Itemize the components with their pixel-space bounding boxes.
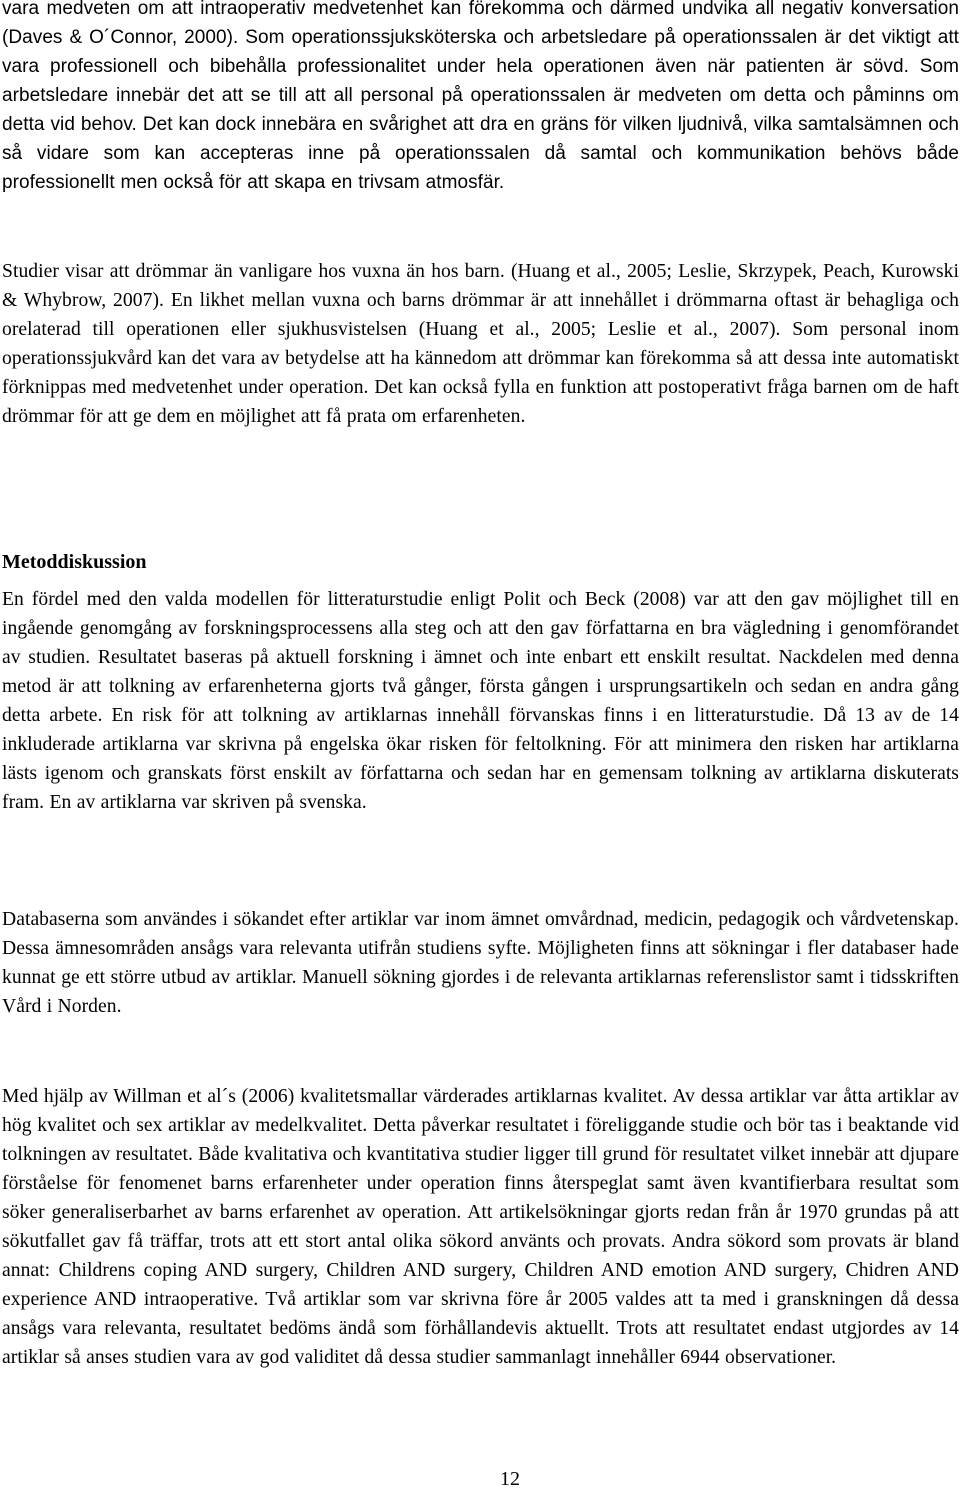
body-paragraph: Databaserna som användes i sökandet efter artiklar var inom ämnet omvårdnad, medicin, pedagogik och vårdvetenskap. Dessa ämnesområden ansågs vara relevanta utifrån studiens syfte. Möjligheten finns att sökningar i fler databaser hade kunnat ge ett större utbud av artiklar. Manuell sökning gjordes i de relevanta artiklarnas referenslistor samt i tidsskriften Vård i Norden. [2, 909, 959, 1017]
body-paragraph: En fördel med den valda modellen för litteraturstudie enligt Polit och Beck (2008) var att den gav möjlighet till en ingående genomgång av forskningsprocessens alla steg och att den gav författarna en bra vägledning i genomförandet av studien. Resultatet baseras på aktuell forskning i ämnet och inte enbart ett enskilt resultat. Nackdelen med denna metod är att tolkning av erfarenheterna gjorts två gånger, första gången i ursprungsartikeln och sedan en andra gång detta arbete. En risk för att tolkning av artiklarnas innehåll förvanskas finns i en litteraturstudie. Då 13 av de 14 inkluderade artiklarna var skrivna på engelska ökar risken för feltolkning. För att minimera den risken har artiklarna lästs igenom och granskats först enskilt av författarna och sedan har en gemensam tolkning av artiklarna diskuterats fram. En av artiklarna var skriven på svenska. [2, 589, 959, 813]
paragraph-method-model [2, 585, 959, 817]
body-paragraph: Med hjälp av Willman et al´s (2006) kvalitetsmallar värderades artiklarnas kvalitet. Av dessa artiklar var åtta artiklar av hög kvalitet och sex artiklar av medelkvalitet. Detta påverkar resultatet i föreliggande studie och bör tas i beaktande vid tolkningen av resultatet. Både kvalitativa och kvantitativa studier ligger till grund för resultatet vilket innebär att djupare förståelse för fenomenet barns erfarenheter under operation finns återspeglat samt även kvantifierbara resultat som söker generaliserbarhet av barns erfarenhet av operation. Att artikelsökningar gjorts redan från år 1970 grundas på att sökutfallet gav få träffar, trots att ett stort antal olika sökord använts och provats. Andra sökord som provats är bland annat: Childrens coping AND surgery, Children AND surgery, Children AND emotion AND surgery, Chidren AND experience AND intraoperative. Två artiklar som var skrivna före år 2005 valdes att ta med i granskningen då dessa ansågs vara relevanta, resultatet bedöms ändå som förhållandevis aktuellt. Trots att resultatet endast utgjordes av 14 artiklar så anses studien vara av god validitet då dessa studier sammanlagt innehåller 6944 observationer. [2, 1086, 959, 1368]
paragraph-dreams [2, 257, 959, 431]
body-paragraph: vara medveten om att intraoperativ medvetenhet kan förekomma och därmed undvika all negativ konversation (Daves & O´Connor, 2000). Som operationssjuksköterska och arbetsledare på operationssalen är det viktigt att vara professionell och bibehålla professionalitet under hela operationen även när patienten är sövd. Som arbetsledare innebär det att se till att all personal på operationssalen är medveten om detta och påminns om detta vid behov. Det kan dock innebära en svårighet att dra en gräns för vilken ljudnivå, vilka samtalsämnen och så vidare som kan accepteras inne på operationssalen då samtal och kommunikation behövs både professionellt men också för att skapa en trivsam atmosfär. [2, 0, 959, 193]
paragraph-databases [2, 905, 959, 1021]
paragraph-intraoperative-awareness [2, 0, 959, 197]
section-heading: Metoddiskussion [2, 551, 147, 573]
page-number: 12 [500, 1468, 520, 1490]
body-paragraph: Studier visar att drömmar än vanligare hos vuxna än hos barn. (Huang et al., 2005; Leslie, Skrzypek, Peach, Kurowski & Whybrow, 2007). En likhet mellan vuxna och barns drömmar är att innehållet i drömmarna oftast är behagliga och orelaterad till operationen eller sjukhusvistelsen (Huang et al., 2005; Leslie et al., 2007). Som personal inom operationssjukvård kan det vara av betydelse att ha kännedom att drömmar kan förekomma så att dessa inte automatiskt förknippas med medvetenhet under operation. Det kan också fylla en funktion att postoperativt fråga barnen om de haft drömmar för att ge dem en möjlighet att få prata om erfarenheten. [2, 261, 959, 427]
paragraph-quality-assessment [2, 1082, 959, 1372]
